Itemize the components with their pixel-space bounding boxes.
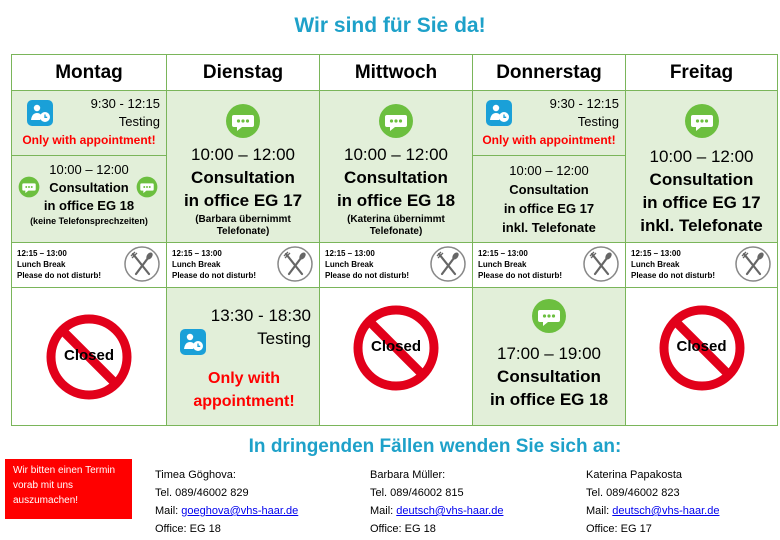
mittwoch-consult-room: in office EG 18 (336, 191, 456, 210)
donnerstag-consult-label: Consultation (509, 182, 589, 197)
donnerstag-afternoon-room: in office EG 18 (489, 390, 609, 409)
chat-bubble-icon (684, 103, 720, 139)
person-clock-icon (179, 328, 207, 356)
montag-appointment-note: Only with appointment! (22, 133, 156, 147)
dienstag-consult-note: (Barbara übernimmt Telefonate) (195, 214, 291, 237)
mittwoch-consult-note: (Katerina übernimmt Telefonate) (347, 214, 445, 237)
contact-office: Office: EG 17 (586, 523, 652, 535)
page-title: Wir sind für Sie da! (294, 14, 486, 37)
lunch-cell-montag (12, 243, 167, 288)
montag-consult-label: Consultation (49, 180, 129, 195)
appointment-notice: Wir bitten einen Termin vorab mit uns auszumachen! (5, 459, 132, 519)
lunch-note: Please do not disturb! (631, 271, 716, 280)
fork-knife-icon (582, 245, 620, 283)
freitag-consult-cell (626, 91, 777, 243)
freitag-consult-time: 10:00 – 12:00 (649, 146, 754, 166)
freitag-consult-note: inkl. Telefonate (640, 215, 763, 235)
lunch-cell-freitag (626, 243, 777, 288)
lunch-label: Lunch Break (325, 260, 374, 269)
montag-testing-time: 9:30 - 12:15 (90, 96, 160, 111)
person-clock-icon (485, 99, 513, 127)
contact-tel: Tel. 089/46002 823 (586, 487, 680, 499)
contact-goeghova (155, 466, 298, 538)
dienstag-appointment-note: Only with appointment! (193, 370, 295, 410)
fork-knife-icon (123, 245, 161, 283)
montag-consult-room: in office EG 18 (43, 198, 135, 213)
contact-mail-prefix: Mail: (370, 505, 397, 517)
contact-mail-prefix: Mail: (586, 505, 613, 517)
lunch-label: Lunch Break (631, 260, 680, 269)
mittwoch-consult-time: 10:00 – 12:00 (344, 145, 448, 164)
lunch-time: 12:15 – 13:00 (172, 249, 222, 258)
donnerstag-afternoon-time: 17:00 – 19:00 (497, 344, 601, 363)
contact-office: Office: EG 18 (155, 523, 221, 535)
mittwoch-closed-cell (320, 288, 473, 425)
day-header-montag: Montag (12, 55, 167, 91)
dienstag-consult-cell (167, 91, 320, 243)
lunch-cell-donnerstag (473, 243, 626, 288)
person-clock-icon (26, 99, 54, 127)
montag-testing-label: Testing (118, 114, 160, 129)
lunch-time: 12:15 – 13:00 (631, 249, 681, 258)
lunch-cell-dienstag (167, 243, 320, 288)
dienstag-testing-cell (167, 288, 320, 425)
donnerstag-afternoon-label: Consultation (497, 367, 601, 386)
montag-consult-note: (keine Telefonsprechzeiten) (30, 216, 148, 226)
lunch-note: Please do not disturb! (325, 271, 410, 280)
lunch-time: 12:15 – 13:00 (17, 249, 67, 258)
montag-closed-cell (12, 288, 167, 425)
fork-knife-icon (276, 245, 314, 283)
donnerstag-appointment-note: Only with appointment! (482, 133, 616, 147)
dienstag-consult-time: 10:00 – 12:00 (191, 145, 295, 164)
lunch-label: Lunch Break (172, 260, 221, 269)
montag-consult-cell (12, 156, 167, 243)
donnerstag-consult-note: inkl. Telefonate (502, 220, 596, 235)
donnerstag-consult-time: 10:00 – 12:00 (509, 163, 589, 178)
lunch-note: Please do not disturb! (17, 271, 102, 280)
contact-mail-link[interactable]: goeghova@vhs-haar.de (181, 505, 299, 517)
schedule-table (11, 54, 778, 426)
donnerstag-consult-room: in office EG 17 (503, 201, 595, 216)
contact-name: Timea Göghova: (155, 469, 236, 481)
chat-bubble-icon (531, 298, 567, 334)
dienstag-consult-label: Consultation (191, 168, 295, 187)
freitag-consult-label: Consultation (649, 169, 754, 189)
lunch-cell-mittwoch (320, 243, 473, 288)
donnerstag-testing-cell (473, 91, 626, 156)
dienstag-testing-label: Testing (257, 329, 311, 348)
donnerstag-afternoon-cell (473, 288, 626, 425)
lunch-note: Please do not disturb! (172, 271, 257, 280)
chat-bubble-icon (378, 103, 414, 139)
fork-knife-icon (734, 245, 772, 283)
donnerstag-consult-cell (473, 156, 626, 243)
closed-label: Closed (676, 338, 727, 356)
closed-label: Closed (370, 338, 421, 356)
contact-tel: Tel. 089/46002 815 (370, 487, 464, 499)
contact-tel: Tel. 089/46002 829 (155, 487, 249, 499)
lunch-note: Please do not disturb! (478, 271, 563, 280)
day-header-mittwoch: Mittwoch (320, 55, 473, 91)
dienstag-testing-time: 13:30 - 18:30 (210, 306, 311, 325)
contact-papakosta (586, 466, 719, 538)
freitag-closed-cell (626, 288, 777, 425)
dienstag-consult-room: in office EG 17 (183, 191, 303, 210)
day-header-freitag: Freitag (626, 55, 777, 91)
lunch-time: 12:15 – 13:00 (478, 249, 528, 258)
urgent-heading: In dringenden Fällen wenden Sie sich an: (248, 436, 622, 457)
montag-consult-time: 10:00 – 12:00 (49, 162, 129, 177)
contact-mail-link[interactable]: deutsch@vhs-haar.de (396, 505, 504, 517)
day-header-donnerstag: Donnerstag (473, 55, 626, 91)
chat-bubble-icon (225, 103, 261, 139)
mittwoch-consult-label: Consultation (344, 168, 448, 187)
mittwoch-consult-cell (320, 91, 473, 243)
contact-office: Office: EG 18 (370, 523, 436, 535)
donnerstag-testing-time: 9:30 - 12:15 (549, 96, 619, 111)
day-header-dienstag: Dienstag (167, 55, 320, 91)
lunch-label: Lunch Break (17, 260, 66, 269)
fork-knife-icon (429, 245, 467, 283)
contact-mueller (370, 466, 503, 538)
contact-mail-link[interactable]: deutsch@vhs-haar.de (612, 505, 720, 517)
contact-mail-prefix: Mail: (155, 505, 182, 517)
lunch-label: Lunch Break (478, 260, 527, 269)
freitag-consult-room: in office EG 17 (642, 192, 761, 212)
lunch-time: 12:15 – 13:00 (325, 249, 375, 258)
donnerstag-testing-label: Testing (577, 114, 619, 129)
contact-name: Barbara Müller: (370, 469, 446, 481)
contact-name: Katerina Papakosta (586, 469, 683, 481)
closed-label: Closed (63, 346, 114, 364)
montag-testing-cell (12, 91, 167, 156)
